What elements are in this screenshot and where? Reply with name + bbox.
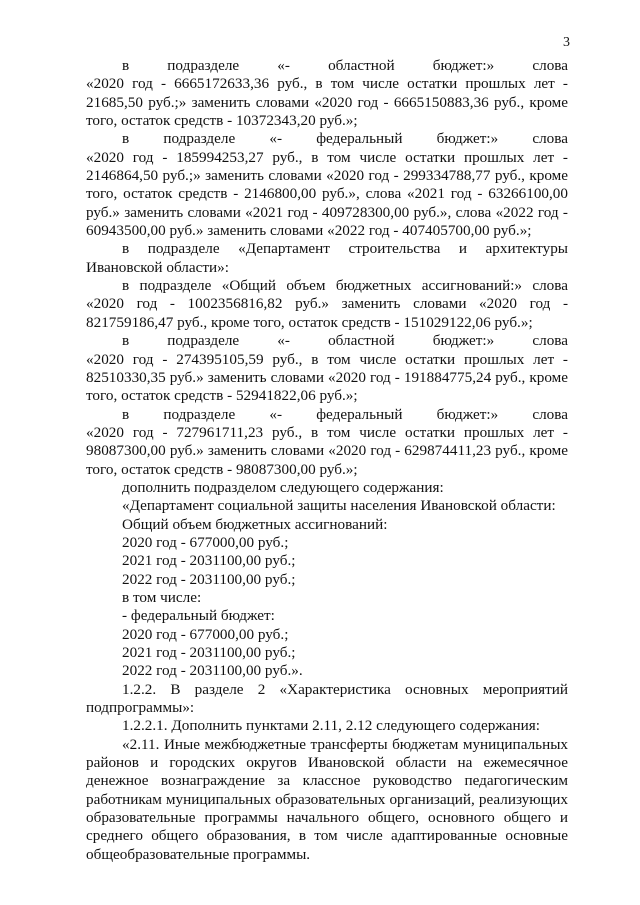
document-body xyxy=(86,57,568,864)
list-line: 2021 год - 2031100,00 руб.; xyxy=(122,552,296,570)
list-line: Общий объем бюджетных ассигнований: xyxy=(122,515,388,533)
list-line: в том числе: xyxy=(122,588,202,606)
paragraph: «2020 год - 185994253,27 руб., в том числе остатки прошлых лет - 2146864,50 руб.;» заменить словами «2020 год - 299334788,77 руб., кроме того, остаток средств - 2146800,00 руб.», слова «2021 год - 63266100,00 руб.» заменить словами «2021 год - 409728300,00 руб.», слова «2022 год - 60943500,00 руб.» заменить словами «2022 год - 407405700,00 руб.»; xyxy=(86,148,568,240)
section-heading: 1.2.2. В разделе 2 «Характеристика основных мероприятий подпрограммы»: xyxy=(86,680,568,717)
paragraph: в подразделе «Департамент строительства и архитектуры Ивановской области»: xyxy=(86,240,568,276)
list-line: 2020 год - 677000,00 руб.; xyxy=(122,533,289,551)
paragraph: «2020 год - 6665172633,36 руб., в том числе остатки прошлых лет - 21685,50 руб.;» заменить словами «2020 год - 6665150883,36 руб., кроме того, остаток средств - 10372343,20 руб.»; xyxy=(86,75,568,130)
paragraph: «2.11. Иные межбюджетные трансферты бюджетам муниципальных районов и городских округов Ивановской области на ежемесячное денежное вознаграждение за классное руководство педагогическим работникам муниципальных образовательных организаций, реализующих образовательные программы начального общего, основного общего и среднего общего образования, в том числе адаптированные основные общеобразовательные программы. xyxy=(86,735,568,863)
list-line: 2020 год - 677000,00 руб.; xyxy=(122,625,289,643)
paragraph: «2020 год - 274395105,59 руб., в том числе остатки прошлых лет - 82510330,35 руб.» заменить словами «2020 год - 191884775,24 руб., кроме того, остаток средств - 52941822,06 руб.»; xyxy=(86,350,568,405)
section-subheading: 1.2.2.1. Дополнить пунктами 2.11, 2.12 следующего содержания: xyxy=(122,717,540,735)
paragraph: в подразделе «- областной бюджет:» слова xyxy=(122,332,568,350)
list-line: дополнить подразделом следующего содержания: xyxy=(122,478,444,496)
paragraph: в подразделе «Общий объем бюджетных ассигнований:» слова «2020 год - 1002356816,82 руб.» заменить словами «2020 год - 821759186,47 руб., кроме того, остаток средств - 151029122,06 руб.»; xyxy=(86,277,568,331)
paragraph: «2020 год - 727961711,23 руб., в том числе остатки прошлых лет - 98087300,00 руб.» заменить словами «2020 год - 629874411,23 руб., кроме того, остаток средств - 98087300,00 руб.»; xyxy=(86,423,568,478)
list-line: 2022 год - 2031100,00 руб.; xyxy=(122,570,296,588)
page-number: 3 xyxy=(563,35,570,50)
list-line: 2022 год - 2031100,00 руб.». xyxy=(122,662,303,680)
paragraph: в подразделе «- областной бюджет:» слова xyxy=(122,57,568,74)
list-line: «Департамент социальной защиты населения Ивановской области: xyxy=(122,497,556,515)
list-line: - федеральный бюджет: xyxy=(122,607,275,625)
list-line: 2021 год - 2031100,00 руб.; xyxy=(122,644,296,661)
paragraph: в подразделе «- федеральный бюджет:» слова xyxy=(122,405,568,423)
paragraph: в подразделе «- федеральный бюджет:» слова xyxy=(122,130,568,148)
